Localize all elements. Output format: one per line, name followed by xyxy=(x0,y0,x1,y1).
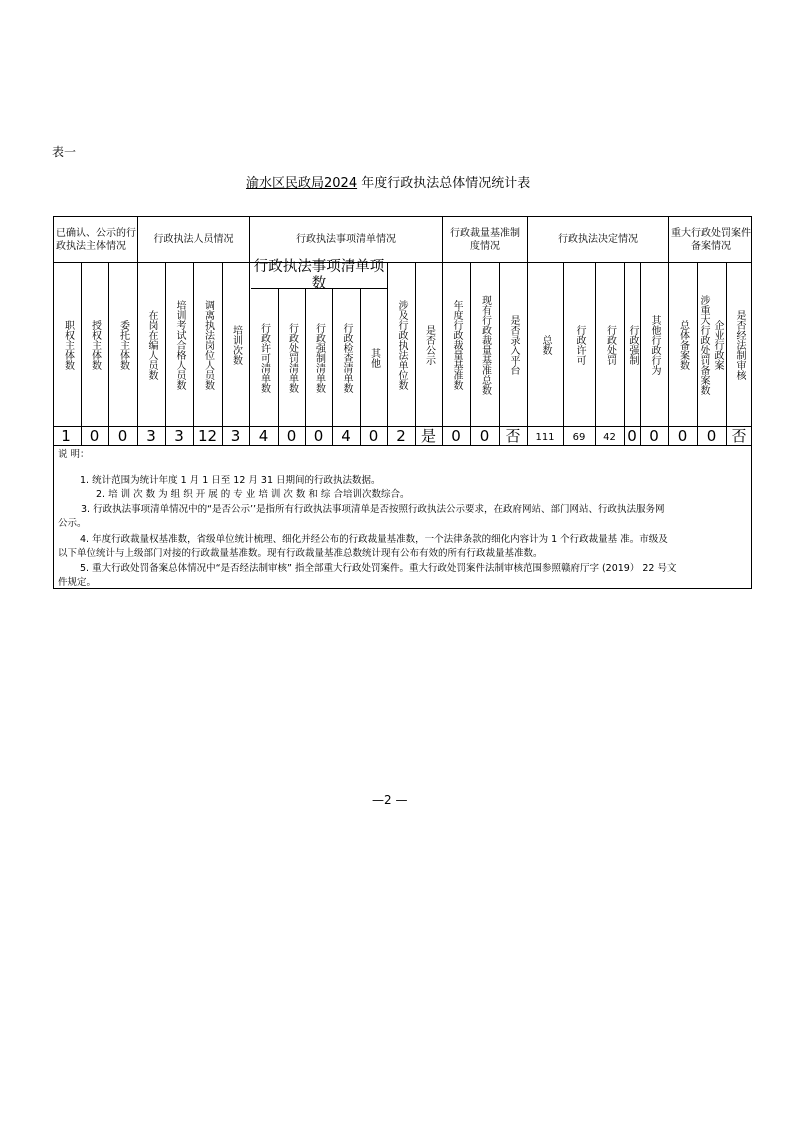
table-cell: 69 xyxy=(572,432,586,443)
title-text: 年度行政执法总体情况统计表 xyxy=(357,176,531,191)
table-cell: 4 xyxy=(341,427,351,445)
col-header: 培训考试合格人员数 xyxy=(174,299,185,390)
table-cell: 0 xyxy=(649,427,659,445)
col-header: 调离执法岗位人员数 xyxy=(202,299,214,390)
col-header: 行政许可 xyxy=(574,324,585,365)
table-cell: 0 xyxy=(706,427,717,445)
table-cell: 0 xyxy=(677,427,688,445)
table-cell: 42 xyxy=(603,432,616,443)
subheader-items-count: 行政执法事项清单项数 xyxy=(253,258,385,292)
group-header-personnel: 行政执法人员情况 xyxy=(153,234,234,245)
col-header: 行政强制清单数 xyxy=(313,322,325,393)
group-header-subject: 已确认、公示的行政执法主体情况 xyxy=(56,227,136,252)
note-item: 4. 年度行政裁量权基准数，省级单位统计梳理、细化并经公布的行政裁量基准数，一个法律条款的细化内容计为 1 个行政裁量基 准。市级及 xyxy=(80,534,668,545)
col-header: 涉及行政执法单位数 xyxy=(396,299,407,390)
table-label: 表一 xyxy=(52,145,77,159)
col-header: 行政处罚清单数 xyxy=(286,322,298,393)
col-header: 行政处罚 xyxy=(604,324,616,365)
table-cell: 0 xyxy=(117,427,128,445)
table-cell: 3 xyxy=(174,427,184,445)
col-header: 是否经法制审核 xyxy=(734,309,745,380)
col-header: 行政检查清单数 xyxy=(341,322,352,393)
group-header-filing: 重大行政处罚案件备案情况 xyxy=(671,227,751,252)
table-cell: 111 xyxy=(535,432,555,443)
group-header-decisions: 行政执法决定情况 xyxy=(558,234,638,245)
table-cell: 0 xyxy=(368,427,379,445)
group-header-items: 行政执法事项清单情况 xyxy=(296,234,396,245)
table-cell: 0 xyxy=(313,427,324,445)
note-item: 5. 重大行政处罚备案总体情况中“是否经法制审核” 指全部重大行政处罚案件。重大行政处罚案件法制审核范围参照赣府厅字 (2019） 22 号文 xyxy=(80,563,677,574)
table-cell: 0 xyxy=(89,427,100,445)
row-divider xyxy=(53,445,752,446)
table-cell: 0 xyxy=(286,427,297,445)
table-cell: 2 xyxy=(396,427,406,445)
table-cell: 3 xyxy=(146,427,156,445)
table-cell: 否 xyxy=(505,427,521,445)
note-item: 件规定。 xyxy=(58,577,97,588)
page-number: —2 — xyxy=(372,793,408,807)
table-cell: 是 xyxy=(420,427,436,445)
col-header: 企业行政案 xyxy=(712,319,723,370)
notes-heading: 说 明： xyxy=(58,449,90,460)
group-header-discretion: 行政裁量基准制度情况 xyxy=(450,227,520,252)
col-header: 授权主体数 xyxy=(89,319,101,370)
note-item: 2. 培 训 次 数 为 组 织 开 展 的 专 业 培 训 次 数 和 综 合培训次数综合。 xyxy=(96,489,410,500)
col-header: 总数 xyxy=(540,334,551,355)
col-header: 培训次数 xyxy=(230,324,242,365)
note-item: 公示。 xyxy=(58,518,87,529)
table-cell: 0 xyxy=(451,427,461,445)
page-title xyxy=(246,172,530,191)
col-header: 现有行政裁量基准总数 xyxy=(479,294,491,395)
col-header: 年度行政裁量基准数 xyxy=(451,299,462,390)
note-item: 以下单位统计与上级部门对接的行政裁量基准数。现有行政裁量基准总数统计现有公布有效的所有行政裁量基准数。 xyxy=(58,548,543,559)
col-header: 其他行政行为 xyxy=(649,314,660,375)
col-header: 总体备案数 xyxy=(677,319,689,370)
note-item: 1. 统计范围为统计年度 1 月 1 日至 12 月 31 日期间的行政执法数据。 xyxy=(80,475,381,486)
table-cell: 3 xyxy=(230,427,241,445)
table-cell: 0 xyxy=(627,427,637,445)
col-header: 涉重大行政处罚备案数 xyxy=(698,294,709,395)
table-cell: 12 xyxy=(197,427,218,445)
title-org: 渝水区民政局2024 xyxy=(246,176,358,191)
col-header: 其他 xyxy=(368,347,380,368)
note-item: 3. 行政执法事项清单情况中的“是否公示’’是指所有行政执法事项清单是否按照行政执法公示要求，在政府网站、部门网站、行政执法服务网 xyxy=(81,504,665,515)
col-header: 是否公示 xyxy=(423,324,435,365)
col-header: 职权主体数 xyxy=(62,319,74,370)
col-header: 在岗在编人员数 xyxy=(146,309,157,380)
table-cell: 0 xyxy=(479,427,490,445)
table-cell: 1 xyxy=(61,427,71,445)
col-header: 行政许可清单数 xyxy=(258,322,270,393)
table-cell: 4 xyxy=(258,427,269,445)
col-header: 委托主体数 xyxy=(117,319,129,370)
col-header: 是否录入平台 xyxy=(508,314,519,375)
col-header: 行政强制 xyxy=(627,324,638,365)
table-cell: 否 xyxy=(731,427,747,445)
